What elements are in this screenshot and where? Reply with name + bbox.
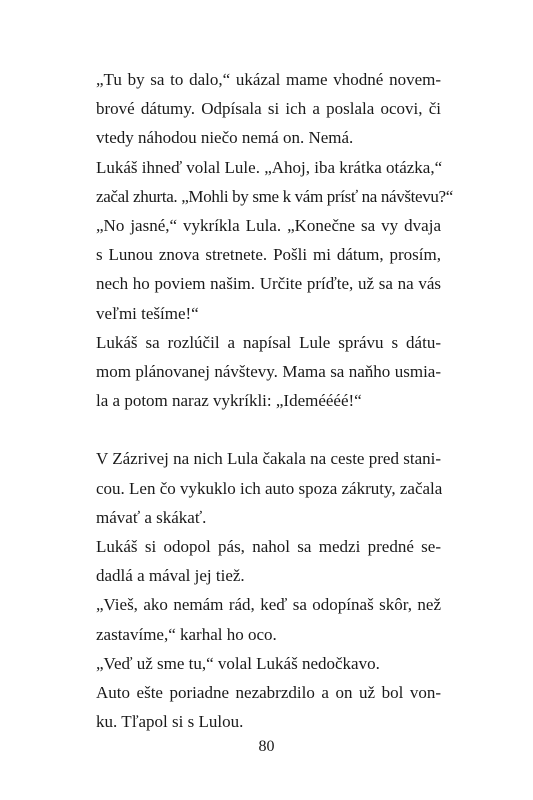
- text-line: Auto ešte poriadne nezabrzdilo a on už bol von-: [96, 682, 441, 702]
- text-line: s Lunou znova stretnete. Pošli mi dátum, prosím,: [96, 245, 441, 265]
- body-text: [96, 65, 453, 736]
- text-line: la a potom naraz vykríkli: „Ideméééé!“: [96, 391, 362, 411]
- text-line: veľmi tešíme!“: [96, 303, 199, 323]
- paragraph: [96, 211, 441, 328]
- text-line: „Tu by sa to dalo,“ ukázal mame vhodné novem-: [96, 70, 441, 89]
- text-line: „Veď už sme tu,“ volal Lukáš nedočkavo.: [96, 653, 380, 673]
- paragraph: [96, 153, 453, 211]
- paragraph: [96, 328, 441, 416]
- paragraph: [96, 532, 441, 590]
- section-break: [96, 415, 441, 444]
- paragraph: [96, 444, 441, 532]
- paragraph: [96, 590, 441, 648]
- text-line: mávať a skákať.: [96, 507, 207, 527]
- text-line: brové dátumy. Odpísala si ich a poslala ocovi, či: [96, 99, 441, 119]
- text-line: „No jasné,“ vykríkla Lula. „Konečne sa vy dvaja: [96, 215, 441, 235]
- text-line: Lukáš sa rozlúčil a napísal Lule správu s dátu-: [96, 332, 441, 352]
- text-line: V Zázrivej na nich Lula čakala na ceste pred stani-: [96, 449, 441, 469]
- page-number: 80: [258, 738, 275, 755]
- text-line: zastavíme,“ karhal ho oco.: [96, 624, 277, 644]
- text-line: Lukáš si odopol pás, nahol sa medzi predné se-: [96, 537, 441, 556]
- text-line: nech ho poviem našim. Určite príďte, už sa na vás: [96, 274, 441, 294]
- text-line: vtedy náhodou niečo nemá on. Nemá.: [96, 128, 354, 148]
- text-line: mom plánovanej návštevy. Mama sa naňho usmia-: [96, 361, 441, 381]
- text-line: „Vieš, ako nemám rád, keď sa odopínaš skôr, než: [96, 595, 441, 615]
- text-line: dadlá a mával jej tiež.: [96, 566, 245, 586]
- text-line: cou. Len čo vykuklo ich auto spoza zákruty, začala: [96, 478, 443, 498]
- text-line: ku. Tľapol si s Lulou.: [96, 712, 244, 732]
- paragraph: [96, 649, 441, 678]
- paragraph: [96, 65, 441, 153]
- paragraph: [96, 678, 441, 736]
- text-line: začal zhurta. „Mohli by sme k vám prísť na návštevu?“: [96, 186, 453, 206]
- text-line: Lukáš ihneď volal Lule. „Ahoj, iba krátka otázka,“: [96, 157, 443, 177]
